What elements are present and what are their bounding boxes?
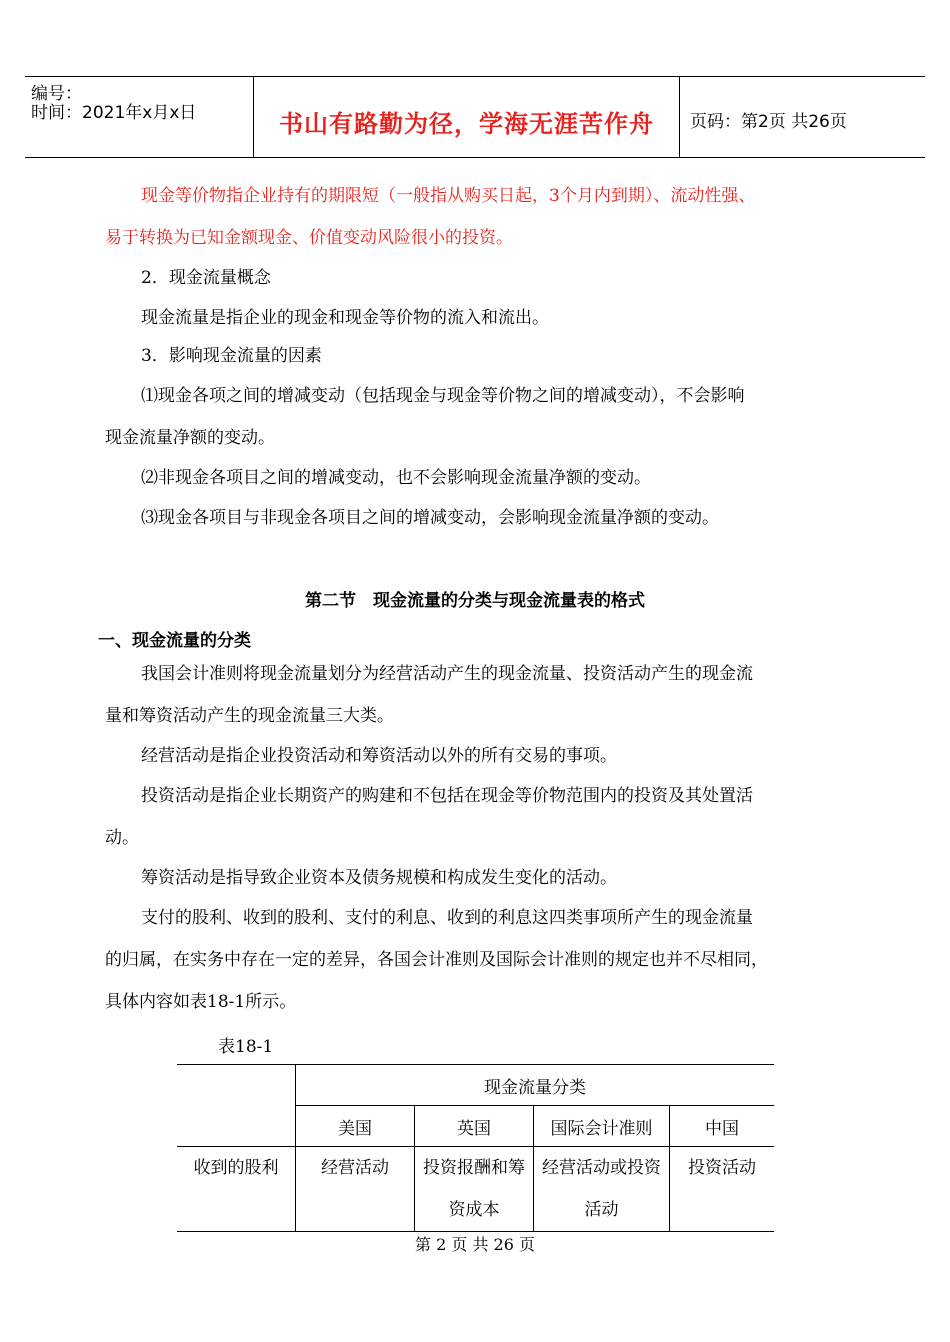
sub-title: 一、现金流量的分类 (98, 631, 251, 651)
paragraph-factor-3: ⑶现金各项目与非现金各项目之间的增减变动，会影响现金流量净额的变动。 (141, 508, 719, 528)
column-header: 英国 (415, 1106, 534, 1147)
header-page-cell (680, 77, 925, 157)
paragraph-operating-activities: 经营活动是指企业投资活动和筹资活动以外的所有交易的事项。 (141, 746, 617, 766)
paragraph-factor-1a: ⑴现金各项之间的增减变动（包括现金与现金等价物之间的增减变动），不会影响 (141, 386, 745, 406)
page-header (25, 76, 925, 158)
motto: 书山有路勤为径，学海无涯苦作舟 (279, 110, 654, 138)
table-cell: 投资活动 (670, 1147, 775, 1232)
paragraph-classification-1b: 量和筹资活动产生的现金流量三大类。 (105, 706, 394, 726)
table-header-row (177, 1065, 774, 1106)
paragraph-cash-equivalent-1: 现金等价物指企业持有的期限短（一般指从购买日起，3个月内到期）、流动性强、 (141, 186, 756, 206)
table-cell: 经营活动或投资活动 (534, 1147, 670, 1232)
paragraph-factor-1b: 现金流量净额的变动。 (105, 428, 275, 448)
table-cell: 经营活动 (296, 1147, 415, 1232)
cash-flow-classification-table (177, 1064, 774, 1232)
heading-influencing-factors: 3．影响现金流量的因素 (141, 346, 322, 366)
section-title: 第二节 现金流量的分类与现金流量表的格式 (305, 591, 645, 611)
code-label: 编号： (31, 84, 82, 104)
header-meta (25, 77, 254, 157)
row-label: 收到的股利 (177, 1147, 296, 1232)
paragraph-dividends-a: 支付的股利、收到的股利、支付的利息、收到的利息这四类事项所产生的现金流量 (141, 908, 753, 928)
page-footer: 第 2 页 共 26 页 (415, 1235, 535, 1254)
paragraph-factor-2: ⑵非现金各项目之间的增减变动，也不会影响现金流量净额的变动。 (141, 468, 651, 488)
table-caption: 表18-1 (218, 1037, 274, 1057)
paragraph-dividends-c: 具体内容如表18-1所示。 (105, 992, 297, 1012)
time-label: 时间：2021年x月x日 (31, 103, 197, 123)
table-cell: 投资报酬和筹资成本 (415, 1147, 534, 1232)
table-group-header: 现金流量分类 (296, 1065, 775, 1106)
paragraph-investing-activities-b: 动。 (105, 828, 139, 848)
paragraph-financing-activities: 筹资活动是指导致企业资本及债务规模和构成发生变化的活动。 (141, 868, 617, 888)
heading-cash-flow-concept: 2．现金流量概念 (141, 268, 271, 288)
paragraph-cash-flow-definition: 现金流量是指企业的现金和现金等价物的流入和流出。 (141, 308, 549, 328)
header-motto-cell (254, 77, 680, 157)
paragraph-cash-equivalent-2: 易于转换为已知金额现金、价值变动风险很小的投资。 (105, 228, 513, 248)
column-header: 中国 (670, 1106, 775, 1147)
table-corner-cell (177, 1065, 296, 1147)
column-header: 美国 (296, 1106, 415, 1147)
table-row (177, 1147, 774, 1232)
paragraph-classification-1a: 我国会计准则将现金流量划分为经营活动产生的现金流量、投资活动产生的现金流 (141, 664, 753, 684)
page-info: 页码：第2页 共26页 (690, 112, 847, 132)
paragraph-dividends-b: 的归属，在实务中存在一定的差异，各国会计准则及国际会计准则的规定也并不尽相同， (105, 950, 768, 970)
paragraph-investing-activities-a: 投资活动是指企业长期资产的购建和不包括在现金等价物范围内的投资及其处置活 (141, 786, 753, 806)
column-header: 国际会计准则 (534, 1106, 670, 1147)
